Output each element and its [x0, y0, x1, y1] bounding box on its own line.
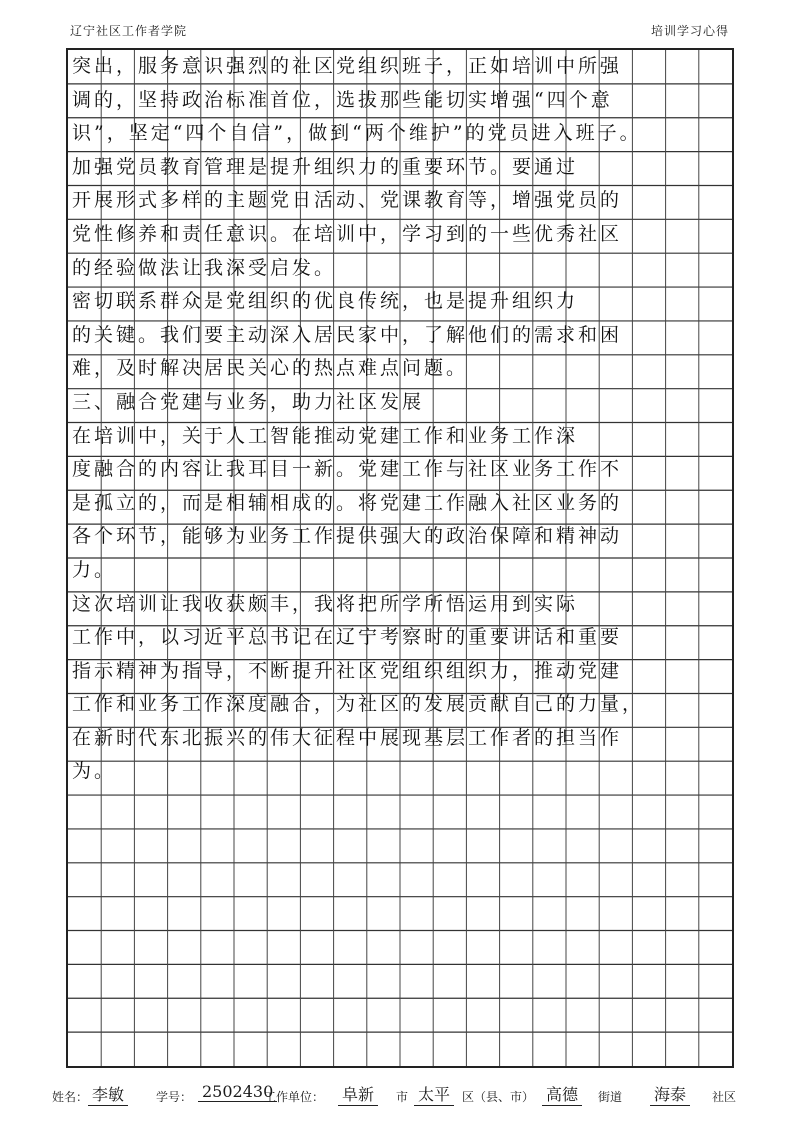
essay-line: 这次培训让我收获颇丰，我将把所学所悟运用到实际 — [72, 592, 579, 615]
essay-line: 工作和业务工作深度融合，为社区的发展贡献自己的力量， — [72, 693, 645, 716]
essay-line — [68, 890, 732, 924]
essay-line: 调的，坚持政治标准首位，选拔那些能切实增强“四个意 — [72, 88, 613, 111]
document-title: 培训学习心得 — [650, 24, 729, 38]
essay-line — [68, 957, 732, 991]
essay-line: 度融合的内容让我耳目一新。党建工作与社区业务工作不 — [72, 458, 623, 481]
essay-line: 为。 — [72, 760, 117, 783]
essay-line — [68, 823, 732, 857]
essay-line: 各个环节，能够为业务工作提供强大的政治保障和精神动 — [72, 525, 623, 548]
essay-line: 的关键。我们要主动深入居民家中，了解他们的需求和困 — [72, 323, 623, 346]
community-value: 海泰 — [650, 1082, 690, 1106]
street-value: 高德 — [542, 1082, 582, 1106]
essay-line: 力。 — [72, 558, 117, 581]
student-id-label: 学号： — [156, 1090, 193, 1104]
essay-line — [68, 856, 732, 890]
essay-line: 是孤立的，而是相辅相成的。将党建工作融入社区业务的 — [72, 491, 623, 514]
essay-body — [68, 50, 732, 1058]
essay-line — [68, 991, 732, 1025]
essay-line — [68, 789, 732, 823]
signature-footer — [52, 1082, 772, 1110]
institution-name: 辽宁社区工作者学院 — [70, 24, 188, 38]
essay-line: 识”，坚定“四个自信”，做到“两个维护”的党员进入班子。 — [72, 122, 642, 145]
essay-line: 突出，服务意识强烈的社区党组织班子，正如培训中所强 — [72, 55, 623, 77]
community-label: 社区 — [712, 1090, 737, 1104]
essay-line: 开展形式多样的主题党日活动、党课教育等，增强党员的 — [72, 189, 623, 212]
name-value: 李敏 — [88, 1082, 128, 1106]
essay-line: 在培训中，关于人工智能推动党建工作和业务工作深 — [72, 424, 579, 447]
city-value: 阜新 — [338, 1082, 378, 1106]
essay-line — [68, 923, 732, 957]
page-header — [0, 0, 799, 46]
essay-line: 加强党员教育管理是提升组织力的重要环节。要通过 — [72, 155, 579, 178]
essay-line — [68, 1024, 732, 1058]
essay-line: 难，及时解决居民关心的热点难点问题。 — [72, 357, 469, 380]
essay-line: 密切联系群众是党组织的优良传统，也是提升组织力 — [72, 290, 579, 313]
name-label: 姓名： — [52, 1090, 89, 1104]
work-unit-label: 工作单位： — [264, 1090, 325, 1104]
essay-line: 党性修养和责任意识。在培训中，学习到的一些优秀社区 — [72, 222, 623, 245]
essay-line: 指示精神为指导，不断提升社区党组织组织力，推动党建 — [72, 659, 623, 682]
city-label: 市 — [396, 1090, 409, 1104]
essay-line: 三、融合党建与业务，助力社区发展 — [72, 390, 425, 413]
street-label: 街道 — [598, 1090, 623, 1104]
student-id-value: 2502430 — [198, 1082, 277, 1102]
essay-line: 在新时代东北振兴的伟大征程中展现基层工作者的担当作 — [72, 726, 623, 749]
essay-line: 的经验做法让我深受启发。 — [72, 256, 337, 279]
district-value: 太平 — [414, 1082, 454, 1106]
district-label: 区（县、市） — [462, 1090, 535, 1104]
essay-line: 工作中，以习近平总书记在辽宁考察时的重要讲话和重要 — [72, 626, 623, 649]
